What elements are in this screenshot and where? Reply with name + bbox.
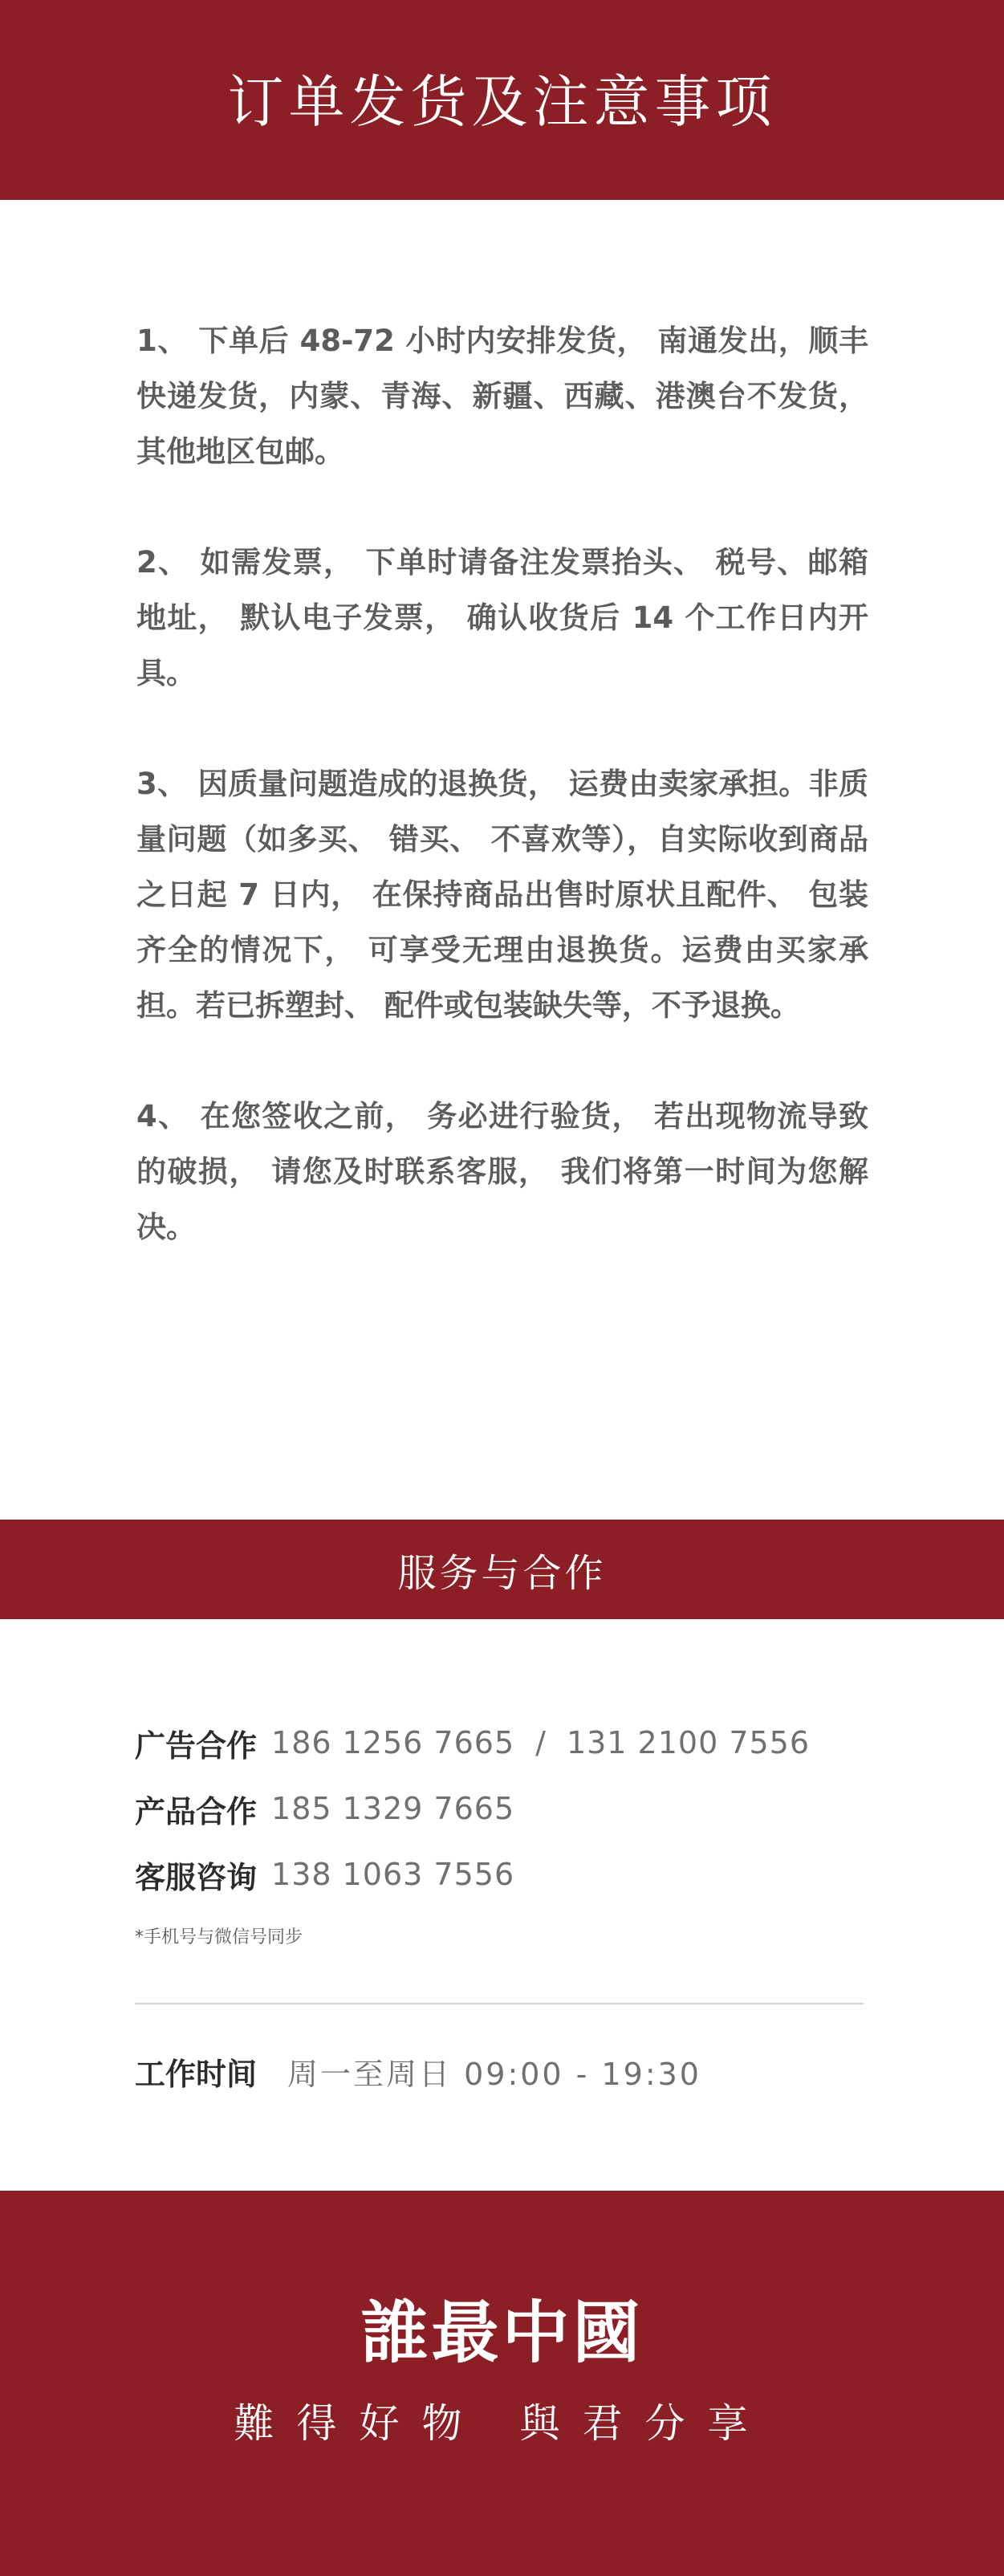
note-shipping: 1、 下单后 48-72 小时内安排发货， 南通发出，顺丰快递发货，内蒙、青海、新疆、西藏、港澳台不发货，其他地区包邮。	[136, 324, 868, 469]
shipping-notes	[136, 313, 868, 1310]
ad-phone-2[interactable]: 131 2100 7556	[566, 1725, 811, 1760]
service-title: 服务与合作	[397, 1550, 607, 1596]
divider	[135, 2003, 864, 2004]
product-label: 产品合作	[135, 1793, 258, 1829]
support-label: 客服咨询	[135, 1859, 258, 1895]
contact-row-product	[135, 1776, 873, 1841]
footer-banner	[0, 2191, 1004, 2576]
note-invoice: 2、 如需发票， 下单时请备注发票抬头、 税号、邮箱地址， 默认电子发票， 确认收货后 14 个工作日内开具。	[136, 545, 868, 690]
note-returns: 3、 因质量问题造成的退换货， 运费由卖家承担。非质量问题（如多买、 错买、 不喜欢等），自实际收到商品之日起 7 日内， 在保持商品出售时原状且配件、 包装齐全的情况下， 可享受无理由退换货。运费由买家承担。若已拆塑封、 配件或包装缺失等，不予退换。	[136, 767, 868, 1023]
note-inspection: 4、 在您签收之前， 务必进行验货， 若出现物流导致的破损， 请您及时联系客服， 我们将第一时间为您解决。	[136, 1099, 868, 1244]
wechat-sync-note: *手机号与微信号同步	[135, 1927, 303, 1947]
phone-separator: /	[535, 1725, 546, 1760]
ad-label: 广告合作	[135, 1728, 258, 1764]
hours-label: 工作时间	[135, 2056, 258, 2092]
page-title: 订单发货及注意事项	[227, 69, 777, 135]
support-phone[interactable]: 138 1063 7556	[271, 1857, 515, 1892]
service-banner	[0, 1520, 1004, 1619]
brand-slogan: 難得好物 與君分享	[234, 2400, 770, 2447]
brand-logo-text: 誰最中國	[360, 2293, 644, 2372]
ad-phone-1[interactable]: 186 1256 7665	[271, 1725, 515, 1760]
hours-value: 周一至周日 09:00 - 19:30	[287, 2056, 701, 2092]
contact-row-support	[135, 1841, 873, 1907]
header-banner	[0, 0, 1004, 200]
product-phone[interactable]: 185 1329 7665	[271, 1791, 515, 1826]
working-hours	[135, 2039, 701, 2103]
contact-row-ad	[135, 1710, 873, 1776]
